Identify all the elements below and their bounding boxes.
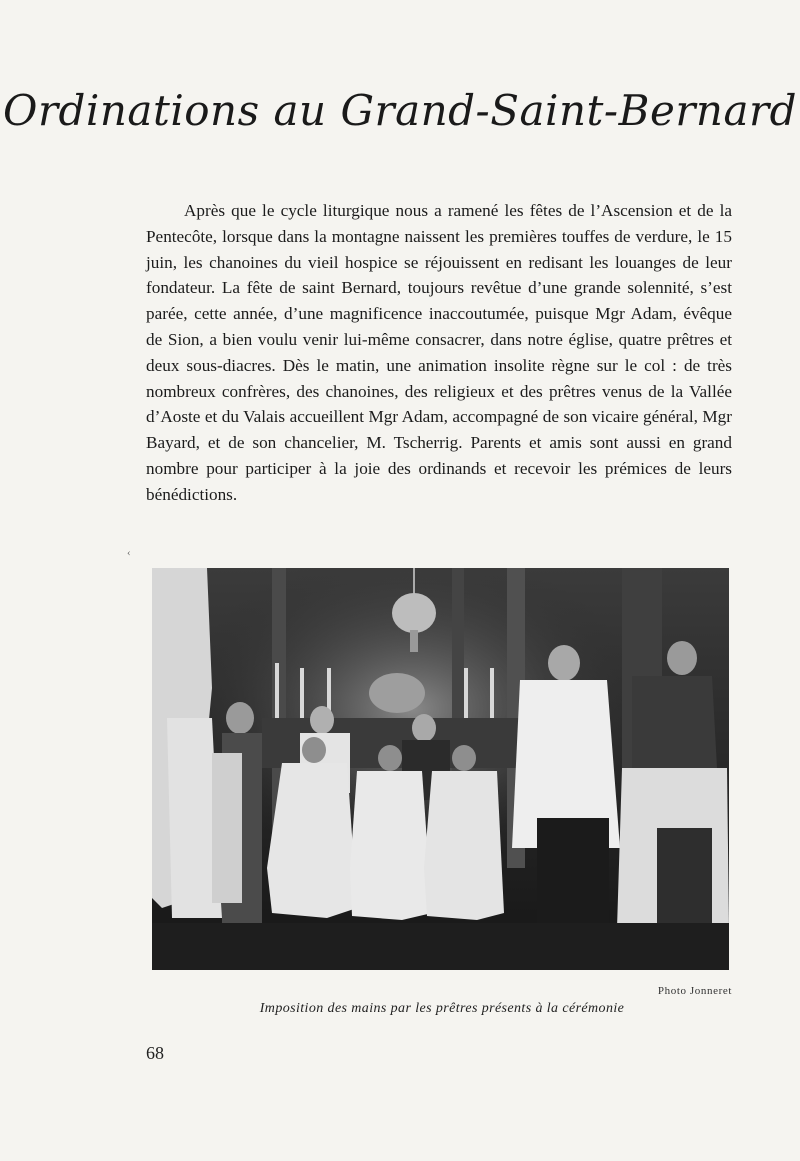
article-title: Ordinations au Grand-Saint-Bernard bbox=[3, 86, 797, 135]
photo-caption: Imposition des mains par les prêtres présents à la cérémonie bbox=[259, 1001, 625, 1016]
margin-mark: ‹ bbox=[127, 549, 131, 559]
page-number: 68 bbox=[146, 1043, 164, 1063]
photo-credit: Photo Jonneret bbox=[657, 985, 732, 997]
article-body: Après que le cycle liturgique nous a ramené les fêtes de l’Ascension et de la Pentecôte, lorsque dans la montagne naissent les premières touffes de verdure, le 15 juin, les chanoines du vieil hospice se réjouissent en redisant les louanges de leur fondateur. La fête de saint Bernard, toujours revêtue d’une grande solennité, s’est parée, cette année, d’une magnificence inaccoutumée, puisque Mgr Adam, évêque de Sion, a bien voulu venir lui-même consacrer, dans notre église, quatre prêtres et deux sous-diacres. Dès le matin, une animation insolite règne sur le col : de très nombreux confrères, des chanoines, des religieux et des prêtres venus de la Vallée d’Aoste et du Valais accueillent Mgr Adam, accompagné de son vicaire général, Mgr Bayard, et de son chancelier, M. Tscherrig. Parents et amis sont aussi en grand nombre pour participer à la joie des ordinands et recevoir les prémices de leurs bénédictions. bbox=[146, 201, 732, 504]
ceremony-photo bbox=[152, 568, 729, 970]
